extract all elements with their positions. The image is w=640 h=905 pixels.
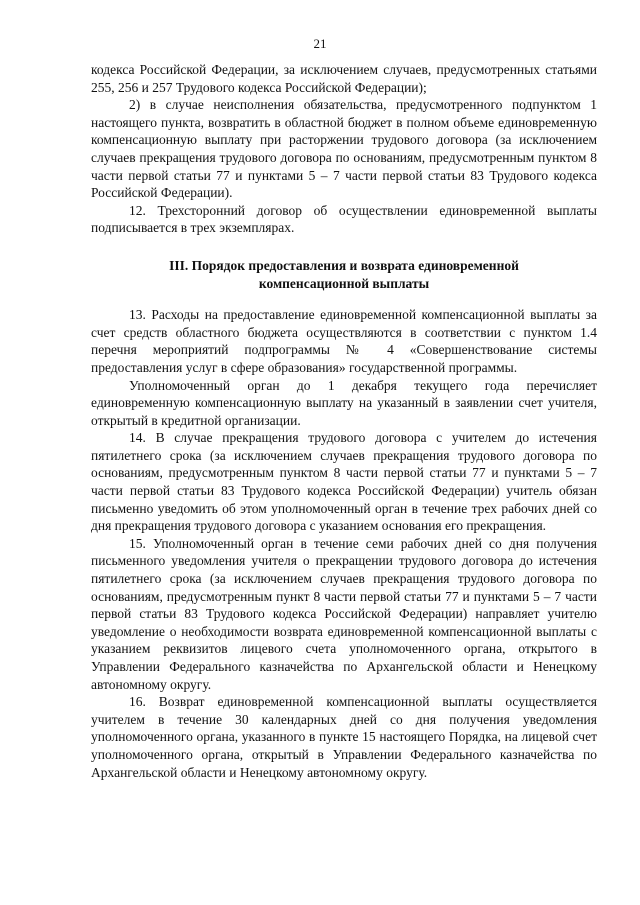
paragraph-item-13: 13. Расходы на предоставление единовременной компенсационной выплаты за счет средств областного бюджета осуществляются в соответствии с пунктом 1.4 перечня мероприятий подпрограммы № 4 «Совершенствование системы предоставления услуг в сфере образования» государственной программы.	[91, 307, 597, 375]
spacer	[91, 292, 597, 306]
spacer	[91, 237, 597, 257]
paragraph-continuation: кодекса Российской Федерации, за исключением случаев, предусмотренных статьями 255, 256 и 257 Трудового кодекса Российской Федерации);	[91, 62, 597, 95]
paragraph-transfer: Уполномоченный орган до 1 декабря текущего года перечисляет единовременную компенсационную выплату на указанный в заявлении счет учителя, открытый в кредитной организации.	[91, 377, 597, 428]
paragraph-item-16: 16. Возврат единовременной компенсационной выплаты осуществляется учителем в течение 30 календарных дней со дня получения уведомления уполномоченного органа, указанного в пункте 15 настоящего Порядка, на лицевой счет уполномоченного органа, открытый в Управлении Федерального казначейства по Архангельской области и Ненецкому автономному округу.	[91, 694, 597, 780]
paragraph-item-15: 15. Уполномоченный орган в течение семи рабочих дней со дня получения письменного уведомления учителя о прекращении трудового договора до истечения пятилетнего срока (за исключением случаев прекращения трудового договора по основаниям, предусмотренным пункт 8 части первой статьи 77 и пунктами 5 – 7 части первой статьи 83 Трудового кодекса Российской Федерации) направляет учителю уведомление о необходимости возврата единовременной компенсационной выплаты с указанием реквизитов лицевого счета уполномоченного органа, открытого в Управлении Федерального казначейства по Архангельской области и Ненецкому автономному округу.	[91, 535, 597, 692]
section-heading-line2: компенсационной выплаты	[258, 275, 430, 291]
paragraph-item-12: 12. Трехсторонний договор об осуществлении единовременной выплаты подписывается в трех экземплярах.	[91, 202, 597, 236]
paragraph-subitem-2: 2) в случае неисполнения обязательства, предусмотренного подпунктом 1 настоящего пункта, возвратить в областной бюджет в полном объеме единовременную компенсационную выплату при расторжении трудового договора (за исключением случаев прекращения трудового договора по основаниям, предусмотренным пунктом 8 части первой статьи 77 и пунктами 5 – 7 части первой статьи 83 Трудового кодекса Российской Федерации).	[91, 97, 597, 201]
section-heading	[91, 257, 597, 292]
page-content	[91, 61, 597, 781]
page-number: 21	[313, 36, 327, 51]
paragraph-item-14: 14. В случае прекращения трудового договора с учителем до истечения пятилетнего срока (за исключением случаев прекращения трудового договора по основаниям, предусмотренным пунктом 8 части первой статьи 77 и пунктами 5 – 7 части первой статьи 83 Трудового кодекса Российской Федерации) учитель обязан письменно уведомить об этом уполномоченный орган в течение трех рабочих дней со дня прекращения трудового договора с указанием основания его прекращения.	[91, 430, 597, 534]
section-heading-line1: III. Порядок предоставления и возврата единовременной	[169, 257, 519, 273]
